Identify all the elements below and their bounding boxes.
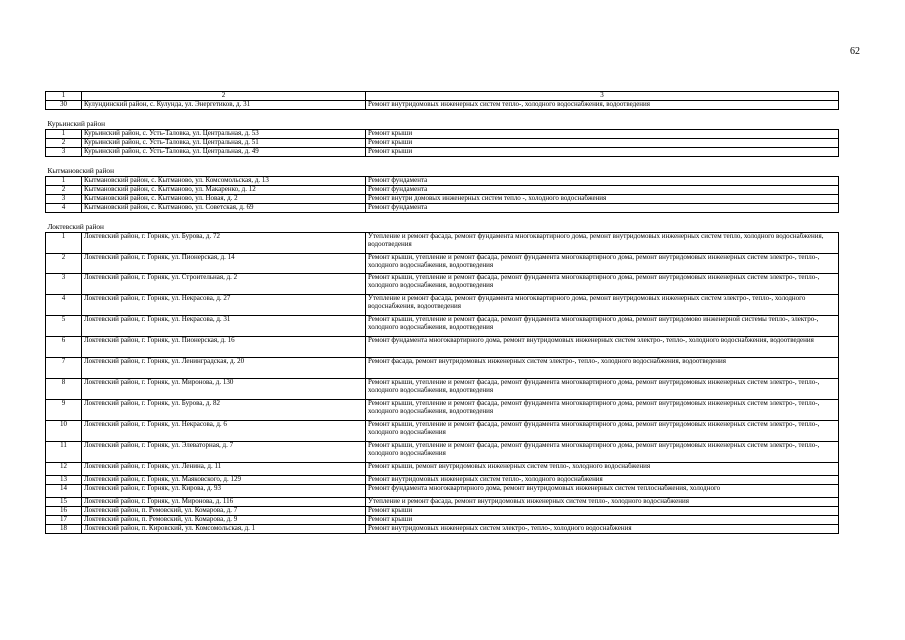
- section-heading-row: [46, 223, 839, 233]
- row-address-cell: Кытмановский район, с. Кытманово, ул. Новая, д. 2: [82, 195, 366, 204]
- row-work-cell: Ремонт крыши, ремонт внутридомовых инженерных систем тепло-, холодного водоснабжения: [366, 463, 839, 476]
- row-address-cell: Локтевский район, г. Горняк, ул. Пионерская, д. 16: [82, 337, 366, 358]
- row-address-cell: Локтевский район, п. Ремовский, ул. Комарова, д. 9: [82, 516, 366, 525]
- table-row: [46, 148, 839, 157]
- row-number-cell: 4: [46, 295, 82, 316]
- row-work-cell: Утепление и ремонт фасада, ремонт фундамента многоквартирного дома, ремонт внутридомовых инженерных систем тепло, холодного водоснабжения, водоотведения: [366, 233, 839, 254]
- row-number-cell: 8: [46, 379, 82, 400]
- table-row: [46, 130, 839, 139]
- table-row: [46, 516, 839, 525]
- row-work-cell: Ремонт фундамента: [366, 177, 839, 186]
- row-address-cell: Локтевский район, г. Горняк, ул. Бурова, д. 82: [82, 400, 366, 421]
- row-number-cell: 1: [46, 130, 82, 139]
- table-row: [46, 476, 839, 485]
- row-address-cell: Локтевский район, г. Горняк, ул. Некрасова, д. 27: [82, 295, 366, 316]
- row-number-cell: 30: [46, 101, 82, 110]
- table-row: [46, 379, 839, 400]
- table-row: [46, 295, 839, 316]
- row-work-cell: Ремонт фасада, ремонт внутридомовых инженерных систем электро-, тепло-, холодного водоснабжения, водоотведения: [366, 358, 839, 379]
- section-heading-row: [46, 120, 839, 130]
- table-row: [46, 442, 839, 463]
- table-row: [46, 195, 839, 204]
- row-number-cell: 3: [46, 274, 82, 295]
- row-address-cell: Локтевский район, г. Горняк, ул. Кирова, д. 93: [82, 485, 366, 498]
- row-work-cell: Утепление и ремонт фасада, ремонт внутридомовых инженерных систем тепло-, холодного водоснабжения: [366, 498, 839, 507]
- row-address-cell: Локтевский район, г. Горняк, ул. Бурова, д. 72: [82, 233, 366, 254]
- table-row: [46, 254, 839, 274]
- row-work-cell: Ремонт внутридомовых инженерных систем тепло-, холодного водоснабжения, водоотведения: [366, 101, 839, 110]
- row-address-cell: Локтевский район, г. Горняк, ул. Ленина, д. 11: [82, 463, 366, 476]
- row-address-cell: Локтевский район, г. Горняк, ул. Миронова, д. 130: [82, 379, 366, 400]
- work-schedule-table: [45, 91, 839, 534]
- row-address-cell: Кытмановский район, с. Кытманово, ул. Советская, д. 69: [82, 204, 366, 213]
- row-address-cell: Локтевский район, г. Горняк, ул. Элеваторная, д. 7: [82, 442, 366, 463]
- row-work-cell: Ремонт внутридомовых инженерных систем электро-, тепло-, холодного водоснабжения: [366, 525, 839, 534]
- section-heading: Кытмановский район: [46, 167, 839, 177]
- row-work-cell: Ремонт крыши, утепление и ремонт фасада, ремонт фундамента многоквартирного дома, ремонт внутридомовых инженерных систем электро-, тепло-, холодного водоснабжения, водоотведения: [366, 379, 839, 400]
- row-address-cell: Локтевский район, г. Горняк, ул. Пионерская, д. 14: [82, 254, 366, 274]
- row-number-cell: 7: [46, 358, 82, 379]
- row-address-cell: Локтевский район, п. Кировский, ул. Комсомольская, д. 1: [82, 525, 366, 534]
- section-spacer-cell: [46, 157, 839, 168]
- row-number-cell: 11: [46, 442, 82, 463]
- row-work-cell: Ремонт внутри домовых инженерных систем тепло -, холодного водоснабжения: [366, 195, 839, 204]
- row-number-cell: 10: [46, 421, 82, 442]
- table-row: [46, 463, 839, 476]
- row-number-cell: 12: [46, 463, 82, 476]
- row-number-cell: 5: [46, 316, 82, 337]
- row-address-cell: Локтевский район, г. Горняк, ул. Ленинградская, д. 20: [82, 358, 366, 379]
- table-row: [46, 274, 839, 295]
- row-work-cell: Ремонт крыши, утепление и ремонт фасада, ремонт фундамента многоквартирного дома, ремонт внутридомовых инженерных систем электро-, тепло-, холодного водоснабжения: [366, 421, 839, 442]
- row-work-cell: Ремонт фундамента многоквартирного дома, ремонт внутридомовых инженерных систем электро-, тепло-, холодного водоснабжения, водоотведения: [366, 337, 839, 358]
- row-number-cell: 2: [46, 139, 82, 148]
- row-work-cell: Ремонт крыши, утепление и ремонт фасада, ремонт фундамента многоквартирного дома, ремонт внутридомовых инженерных систем электро-, тепло-, холодного водоснабжения: [366, 442, 839, 463]
- row-work-cell: Ремонт фундамента: [366, 186, 839, 195]
- row-number-cell: 9: [46, 400, 82, 421]
- row-work-cell: Ремонт крыши, утепление и ремонт фасада, ремонт фундамента многоквартирного дома, ремонт внутридомовых инженерных систем электро-, тепло-, холодного водоснабжения, водоотведения: [366, 400, 839, 421]
- row-number-cell: 1: [46, 233, 82, 254]
- row-number-cell: 15: [46, 498, 82, 507]
- table-row: [46, 316, 839, 337]
- row-work-cell: Ремонт крыши: [366, 516, 839, 525]
- table-row: [46, 233, 839, 254]
- row-work-cell: Ремонт внутридомовых инженерных систем тепло-, холодного водоснабжения: [366, 476, 839, 485]
- row-number-cell: 4: [46, 204, 82, 213]
- table-row: [46, 139, 839, 148]
- section-heading: Локтевский район: [46, 223, 839, 233]
- row-work-cell: Ремонт крыши, утепление и ремонт фасада, ремонт фундамента многоквартирного дома, ремонт внутридомовых инженерных систем электро-, тепло-, холодного водоснабжения, водоотведения: [366, 274, 839, 295]
- row-work-cell: Утепление и ремонт фасада, ремонт фундамента многоквартирного дома, ремонт внутридомовых инженерных систем электро-, тепло-, холодного водоснабжения, водоотведения: [366, 295, 839, 316]
- row-work-cell: Ремонт фундамента многоквартирного дома, ремонт внутридомовых инженерных систем теплоснабжения, холодного: [366, 485, 839, 498]
- row-address-cell: Локтевский район, г. Горняк, ул. Строительная, д. 2: [82, 274, 366, 295]
- table-row: [46, 507, 839, 516]
- row-number-cell: 3: [46, 148, 82, 157]
- row-address-cell: Локтевский район, г. Горняк, ул. Миронова, д. 116: [82, 498, 366, 507]
- section-heading-row: [46, 167, 839, 177]
- header-col-address: 2: [82, 92, 366, 101]
- table-row: [46, 101, 839, 110]
- row-number-cell: 14: [46, 485, 82, 498]
- table-row: [46, 421, 839, 442]
- row-work-cell: Ремонт крыши: [366, 148, 839, 157]
- section-spacer: [46, 157, 839, 168]
- section-heading: Курьинский район: [46, 120, 839, 130]
- table-row: [46, 177, 839, 186]
- table-row: [46, 204, 839, 213]
- table-header-row: [46, 92, 839, 101]
- row-address-cell: Локтевский район, г. Горняк, ул. Некрасова, д. 31: [82, 316, 366, 337]
- row-address-cell: Кытмановский район, с. Кытманово, ул. Комсомольская, д. 13: [82, 177, 366, 186]
- header-col-number: 1: [46, 92, 82, 101]
- table-row: [46, 485, 839, 498]
- row-work-cell: Ремонт крыши: [366, 507, 839, 516]
- row-address-cell: Курьинский район, с. Усть-Таловка, ул. Центральная, д. 51: [82, 139, 366, 148]
- row-work-cell: Ремонт крыши: [366, 130, 839, 139]
- row-number-cell: 6: [46, 337, 82, 358]
- row-number-cell: 18: [46, 525, 82, 534]
- row-work-cell: Ремонт крыши, утепление и ремонт фасада, ремонт фундамента многоквартирного дома, ремонт внутридомово инженерной системы тепло-, электро-, холодного водоснабжения, водоотведения: [366, 316, 839, 337]
- page-number: 62: [850, 46, 860, 57]
- row-number-cell: 1: [46, 177, 82, 186]
- row-address-cell: Локтевский район, п. Ремовский, ул. Комарова, д. 7: [82, 507, 366, 516]
- row-work-cell: Ремонт фундамента: [366, 204, 839, 213]
- table-row: [46, 525, 839, 534]
- row-number-cell: 13: [46, 476, 82, 485]
- section-spacer: [46, 110, 839, 121]
- table-row: [46, 337, 839, 358]
- row-address-cell: Кулундинский район, с. Кулунда, ул. Энергетиков, д. 31: [82, 101, 366, 110]
- row-address-cell: Локтевский район, г. Горняк, ул. Маяковского, д. 129: [82, 476, 366, 485]
- section-spacer: [46, 213, 839, 224]
- row-work-cell: Ремонт крыши, утепление и ремонт фасада, ремонт фундамента многоквартирного дома, ремонт внутридомовых инженерных систем электро-, тепло-, холодного водоснабжения, водоотведения: [366, 254, 839, 274]
- row-number-cell: 3: [46, 195, 82, 204]
- row-address-cell: Локтевский район, г. Горняк, ул. Некрасова, д. 6: [82, 421, 366, 442]
- row-number-cell: 2: [46, 254, 82, 274]
- section-spacer-cell: [46, 213, 839, 224]
- row-number-cell: 17: [46, 516, 82, 525]
- row-work-cell: Ремонт крыши: [366, 139, 839, 148]
- table-row: [46, 498, 839, 507]
- header-col-work: 3: [366, 92, 839, 101]
- row-address-cell: Курьинский район, с. Усть-Таловка, ул. Центральная, д. 49: [82, 148, 366, 157]
- row-address-cell: Кытмановский район, с. Кытманово, ул. Макаренко, д. 12: [82, 186, 366, 195]
- table-row: [46, 186, 839, 195]
- row-number-cell: 16: [46, 507, 82, 516]
- table-row: [46, 358, 839, 379]
- row-number-cell: 2: [46, 186, 82, 195]
- section-spacer-cell: [46, 110, 839, 121]
- table-row: [46, 400, 839, 421]
- row-address-cell: Курьинский район, с. Усть-Таловка, ул. Центральная, д. 53: [82, 130, 366, 139]
